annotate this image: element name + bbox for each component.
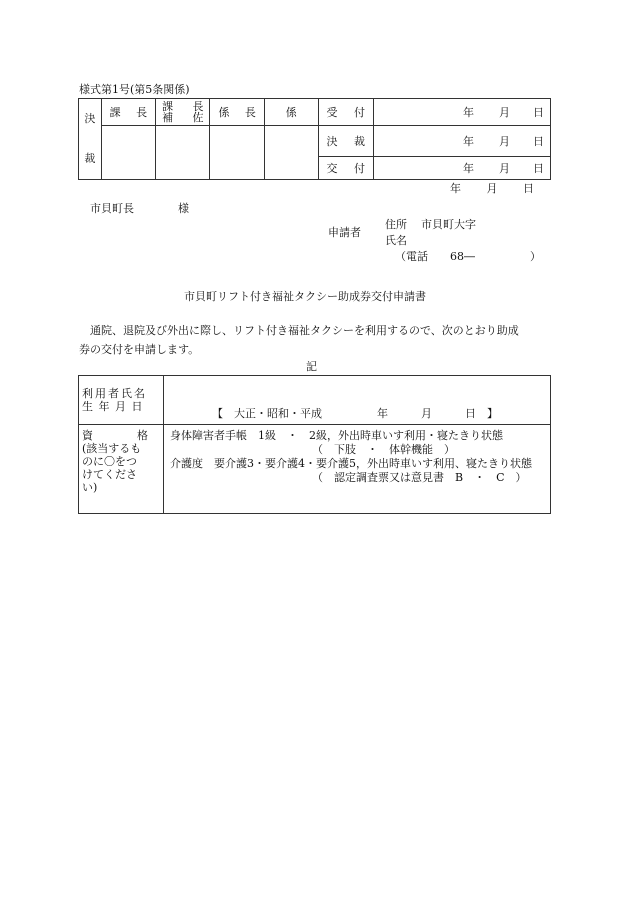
decision-label-2: 裁 — [84, 152, 96, 165]
user-name-birth-field[interactable] — [164, 376, 551, 425]
date-issue[interactable]: 年 月 日 — [373, 157, 550, 180]
row-label-issue: 交 付 — [318, 157, 373, 180]
address-label: 住所 — [385, 218, 407, 231]
role-kakaricho: 係 長 — [210, 99, 264, 126]
document-title: 市貝町リフト付き福祉タクシー助成券交付申請書 — [184, 290, 426, 303]
decision-label-1: 決 — [84, 112, 96, 125]
form-number: 様式第1号(第5条関係) — [79, 83, 190, 96]
name-label: 氏名 — [385, 234, 407, 247]
disability-handbook-option[interactable]: 身体障害者手帳 1級 ・ 2級，外出時車いす利用・寝たきり状態 — [170, 429, 503, 442]
row-label-receipt: 受 付 — [318, 99, 373, 126]
addressee: 市貝町長 様 — [90, 202, 189, 215]
assessment-option[interactable]: （ 認定調査票又は意見書 B ・ C ） — [312, 471, 527, 484]
application-date[interactable]: 年 月 日 — [450, 182, 534, 195]
label-qualification: 資 格 (該当するも のに〇をつ けてくださ い) — [79, 425, 164, 514]
address-value[interactable]: 市貝町大字 — [421, 218, 476, 231]
stamp-kacho-hosa[interactable] — [156, 126, 210, 180]
info-table — [78, 375, 551, 514]
date-receipt[interactable]: 年 月 日 — [373, 99, 550, 126]
role-kacho-hosa: 課 長 補 佐 — [156, 99, 210, 126]
label-user-name-birth: 利用者氏名 生 年 月 日 — [79, 376, 164, 425]
decision-cell — [79, 99, 102, 180]
birth-date-line: 【 大正・昭和・平成 年 月 日 】 — [212, 407, 498, 420]
role-kakari: 係 — [264, 99, 318, 126]
stamp-kakaricho[interactable] — [210, 126, 264, 180]
applicant-label: 申請者 — [328, 226, 361, 239]
body-line-1: 通院、退院及び外出に際し、リフト付き福祉タクシーを利用するので、次のとおり助成 — [90, 324, 519, 337]
qualification-options[interactable] — [164, 425, 551, 514]
phone-field[interactable]: （電話 68― ） — [395, 250, 541, 263]
body-line-2: 券の交付を申請します。 — [79, 343, 200, 356]
date-decision[interactable]: 年 月 日 — [373, 126, 550, 157]
role-kacho: 課 長 — [101, 99, 155, 126]
disability-type-option[interactable]: （ 下肢 ・ 体幹機能 ） — [312, 443, 455, 456]
stamp-kakari[interactable] — [264, 126, 318, 180]
row-label-decision: 決 裁 — [318, 126, 373, 157]
stamp-kacho[interactable] — [101, 126, 155, 180]
ki-heading: 記 — [306, 360, 317, 373]
care-level-option[interactable]: 介護度 要介護3・要介護4・要介護5，外出時車いす利用、寝たきり状態 — [170, 457, 532, 470]
approval-table — [78, 98, 551, 180]
